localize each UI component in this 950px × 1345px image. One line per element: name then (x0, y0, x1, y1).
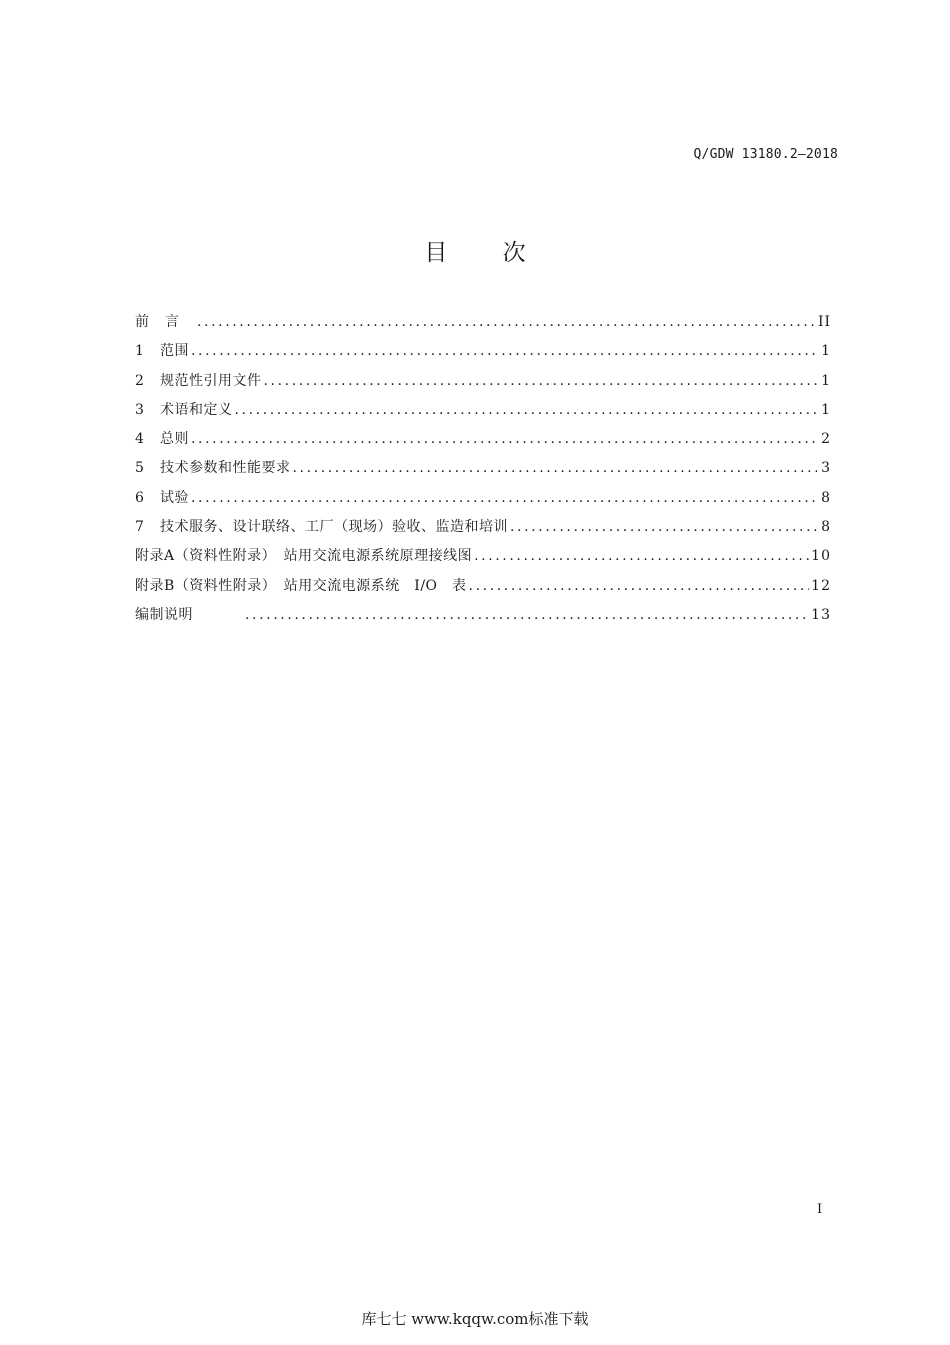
toc-entry-number: 2 (135, 372, 144, 389)
toc-entry-label: 术语和定义 (160, 401, 233, 418)
toc-entry-appendix-a[interactable] (135, 542, 831, 571)
toc-entry-label: 附录A（资料性附录） 站用交流电源系统原理接线图 (135, 548, 473, 565)
toc-entry-label: 试验 (160, 489, 189, 506)
toc-entry-number: 6 (135, 489, 144, 506)
toc-leader-dots (510, 513, 817, 542)
toc-entry-general[interactable] (135, 425, 831, 454)
toc-entry-label: 技术参数和性能要求 (160, 460, 291, 477)
toc-entry-label: 技术服务、设计联络、工厂（现场）验收、监造和培训 (160, 519, 508, 536)
toc-entry-terms-definitions[interactable] (135, 396, 831, 425)
toc-entry-tests[interactable] (135, 484, 831, 513)
toc-entry-number: 4 (135, 431, 144, 448)
toc-entry-number: 7 (135, 519, 144, 536)
toc-leader-dots (264, 367, 818, 396)
toc-entry-appendix-b[interactable] (135, 572, 831, 601)
toc-entry-page: 1 (821, 372, 831, 389)
toc-entry-technical-service[interactable] (135, 513, 831, 542)
toc-entry-technical-parameters[interactable] (135, 454, 831, 483)
toc-leader-dots (245, 601, 809, 630)
toc-entry-label: 总则 (160, 431, 189, 448)
toc-entry-page: 12 (811, 577, 831, 594)
toc-entry-label: 编制说明 (135, 606, 193, 623)
toc-entry-number: 3 (135, 401, 144, 418)
toc-leader-dots (235, 396, 818, 425)
toc-entry-number: 5 (135, 460, 144, 477)
toc-entry-label: 规范性引用文件 (160, 372, 262, 389)
toc-entry-foreword[interactable] (135, 308, 831, 337)
page-title: 目 次 (424, 240, 550, 266)
toc-entry-label: 范围 (160, 343, 189, 360)
toc-leader-dots (191, 484, 817, 513)
toc-entry-label: 附录B（资料性附录） 站用交流电源系统 I/O 表 (135, 577, 467, 594)
footer-watermark: 库七七 www.kqqw.com标准下载 (361, 1310, 589, 1328)
toc-leader-dots (469, 572, 810, 601)
document-code: Q/GDW 13180.2—2018 (693, 147, 838, 162)
toc-entry-page: II (817, 314, 831, 330)
toc-leader-dots (191, 337, 817, 366)
toc-entry-normative-references[interactable] (135, 367, 831, 396)
page-number: I (817, 1202, 823, 1217)
toc-entry-page: 13 (811, 606, 831, 623)
toc-entry-page: 8 (821, 519, 831, 536)
toc-leader-dots (293, 454, 818, 483)
toc-entry-page: 2 (821, 431, 831, 448)
toc-entry-page: 1 (821, 401, 831, 418)
toc-leader-dots (474, 542, 809, 571)
toc-entry-number: 1 (135, 343, 144, 360)
toc-entry-page: 10 (811, 548, 831, 565)
toc-leader-dots (191, 425, 817, 454)
toc-entry-page: 8 (821, 489, 831, 506)
toc-entry-compilation-notes[interactable] (135, 601, 831, 630)
toc-entry-label: 前言 (135, 314, 195, 330)
toc-entry-page: 3 (821, 460, 831, 477)
toc-entry-page: 1 (821, 343, 831, 360)
toc-entry-scope[interactable] (135, 337, 831, 366)
table-of-contents (135, 308, 831, 630)
toc-leader-dots (197, 308, 816, 337)
